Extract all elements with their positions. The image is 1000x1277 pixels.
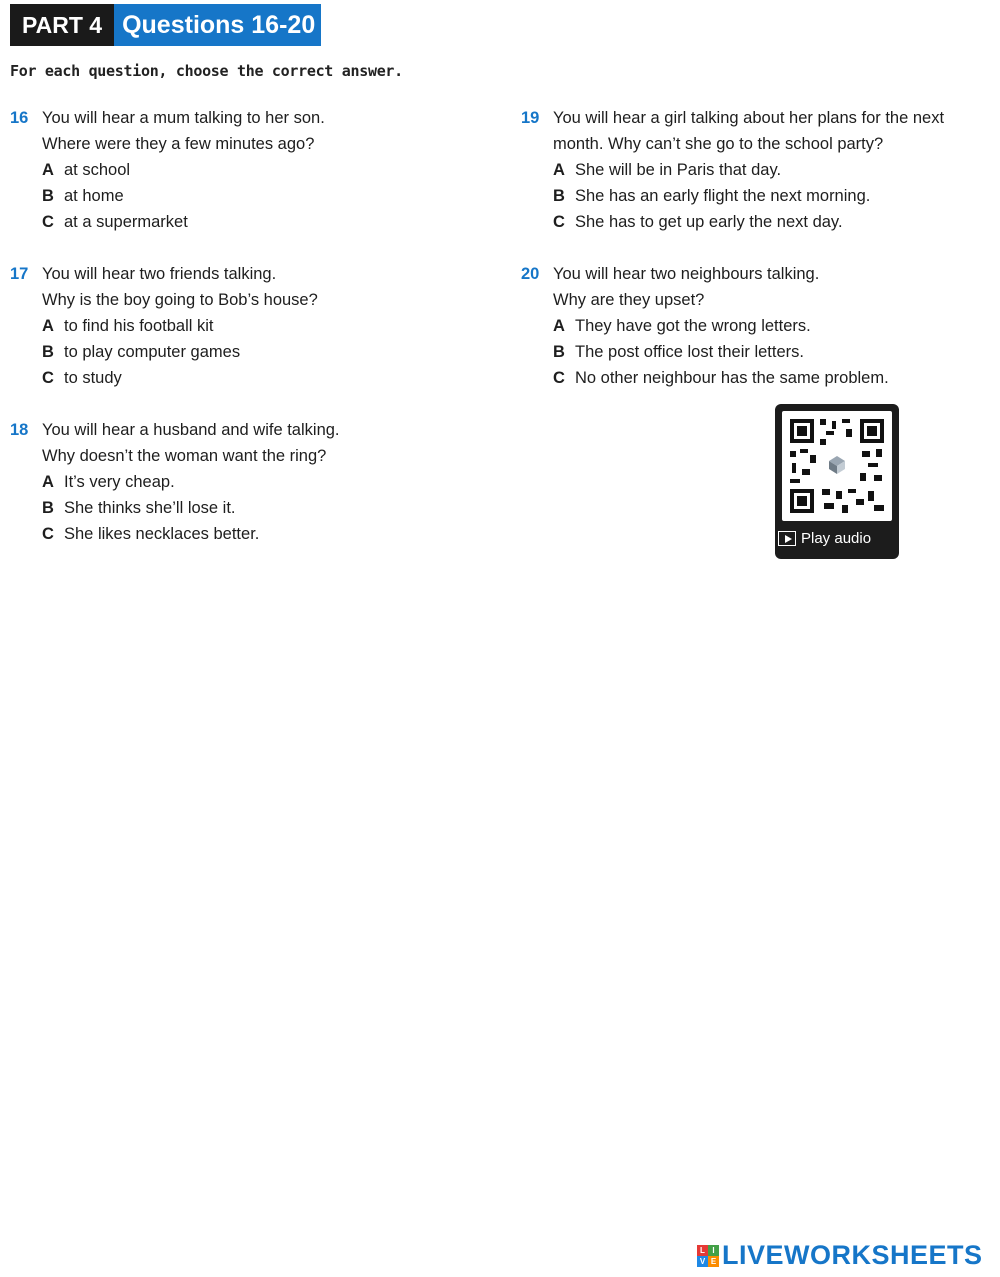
question-16 — [10, 105, 325, 235]
option-letter: C — [42, 213, 54, 231]
question-text: You will hear two friends talking. — [42, 265, 277, 283]
question-text: You will hear two neighbours talking. — [553, 265, 820, 283]
option-c[interactable] — [42, 209, 325, 235]
question-number: 16 — [10, 109, 29, 127]
option-letter: B — [42, 343, 54, 361]
logo-letter: V — [697, 1256, 708, 1267]
option-letter: A — [42, 473, 54, 491]
option-b[interactable] — [553, 339, 889, 365]
option-letter: A — [42, 317, 54, 335]
option-c[interactable] — [42, 365, 318, 391]
option-text: She will be in Paris that day. — [575, 161, 782, 179]
option-letter: A — [553, 317, 565, 335]
option-text: to study — [64, 369, 122, 387]
option-text: to find his football kit — [64, 317, 214, 335]
option-b[interactable] — [42, 339, 318, 365]
question-text: Why is the boy going to Bob’s house? — [42, 291, 318, 309]
option-c[interactable] — [553, 365, 889, 391]
logo-letter: E — [708, 1256, 719, 1267]
option-text: She has to get up early the next day. — [575, 213, 843, 231]
question-number: 19 — [521, 109, 540, 127]
option-b[interactable] — [553, 183, 944, 209]
option-letter: A — [42, 161, 54, 179]
question-text: You will hear a girl talking about her plans for the next — [553, 109, 945, 127]
option-a[interactable] — [553, 313, 889, 339]
question-text: You will hear a husband and wife talking. — [42, 421, 340, 439]
option-letter: C — [42, 369, 54, 387]
question-18 — [10, 417, 340, 547]
play-audio-card[interactable] — [775, 404, 899, 559]
part-label: PART 4 — [10, 4, 114, 46]
qr-code-icon — [782, 411, 892, 521]
part-header — [10, 4, 321, 46]
logo-letter: I — [708, 1245, 719, 1256]
option-b[interactable] — [42, 495, 340, 521]
question-text: You will hear a mum talking to her son. — [42, 109, 325, 127]
option-text: They have got the wrong letters. — [575, 317, 811, 335]
option-a[interactable] — [42, 313, 318, 339]
option-letter: B — [42, 499, 54, 517]
option-letter: C — [553, 369, 565, 387]
brand-logo-icon — [697, 1245, 719, 1267]
qr-code-icon — [782, 411, 892, 521]
question-text: Where were they a few minutes ago? — [42, 135, 315, 153]
option-a[interactable] — [42, 469, 340, 495]
option-c[interactable] — [553, 209, 944, 235]
option-b[interactable] — [42, 183, 325, 209]
question-number: 17 — [10, 265, 29, 283]
option-letter: A — [553, 161, 565, 179]
option-text: The post office lost their letters. — [575, 343, 804, 361]
brand-text: LIVEWORKSHEETS — [722, 1240, 983, 1270]
option-text: She likes necklaces better. — [64, 525, 260, 543]
option-a[interactable] — [553, 157, 944, 183]
play-icon — [778, 531, 796, 546]
option-text: She thinks she’ll lose it. — [64, 499, 236, 517]
option-letter: B — [42, 187, 54, 205]
option-letter: B — [553, 343, 565, 361]
question-text: Why are they upset? — [553, 291, 705, 309]
question-17 — [10, 261, 318, 391]
question-text: month. Why can’t she go to the school party? — [553, 135, 884, 153]
play-audio-button[interactable] — [778, 530, 871, 547]
logo-letter: L — [697, 1245, 708, 1256]
option-letter: B — [553, 187, 565, 205]
option-text: No other neighbour has the same problem. — [575, 369, 889, 387]
option-a[interactable] — [42, 157, 325, 183]
questions-title: Questions 16-20 — [114, 4, 321, 46]
instruction-text: For each question, choose the correct answer. — [10, 62, 403, 80]
option-text: to play computer games — [64, 343, 241, 361]
option-text: at school — [64, 161, 131, 179]
question-number: 18 — [10, 421, 29, 439]
option-text: at a supermarket — [64, 213, 188, 231]
option-c[interactable] — [42, 521, 340, 547]
play-audio-label: Play audio — [801, 530, 872, 547]
liveworksheets-brand — [697, 1240, 983, 1271]
question-19 — [521, 105, 944, 235]
option-letter: C — [42, 525, 54, 543]
option-letter: C — [553, 213, 565, 231]
option-text: She has an early flight the next morning. — [575, 187, 871, 205]
option-text: at home — [64, 187, 124, 205]
option-text: It’s very cheap. — [64, 473, 175, 491]
question-20 — [521, 261, 889, 391]
question-number: 20 — [521, 265, 540, 283]
question-text: Why doesn’t the woman want the ring? — [42, 447, 327, 465]
